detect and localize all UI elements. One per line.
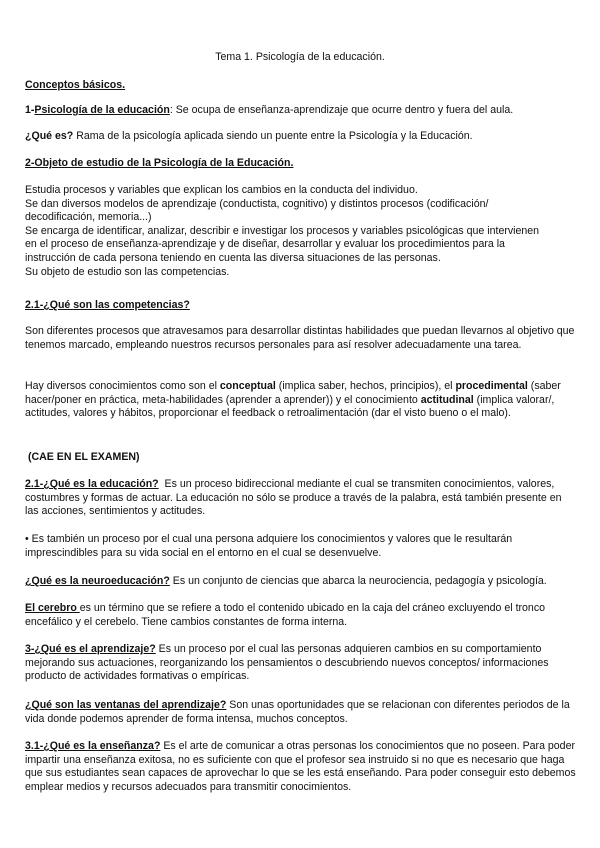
definition-text: Rama de la psicología aplicada siendo un puente entre la Psicología y la Educación.: [73, 130, 473, 142]
term-actitudinal: actitudinal: [420, 393, 474, 406]
term-conceptual: conceptual: [219, 380, 276, 392]
paragraph-cerebro: [25, 602, 577, 629]
paragraph-conocimientos: [25, 380, 577, 421]
definition-text: Es un proceso bidireccional mediante el cual se transmiten conocimientos, valores, costumbres y formas de actuar. La educación no sólo se produce a través de la palabra, está también presente en las acciones, sentimientos y actitudes.: [25, 478, 565, 518]
definition-text: es un término que se refiere a todo el contenido ubicado en la caja del cráneo excluyendo el tronco encefálico y el cerebelo. Tiene cambios constantes de forma interna.: [25, 602, 546, 628]
paragraph-ventanas-aprendizaje: [25, 699, 577, 726]
section-number: 1-: [25, 104, 35, 116]
paragraph-ensenanza: [25, 740, 577, 794]
paragraph-neuroeducacion: [25, 575, 577, 589]
term-aprendizaje: 3-¿Qué es el aprendizaje?: [25, 643, 156, 655]
text-line: Se dan diversos modelos de aprendizaje (conductista, cognitivo) y distintos procesos (codificación/: [25, 197, 489, 210]
definition-text: Es un conjunto de ciencias que abarca la neurociencia, pedagogía y psicología.: [169, 575, 547, 587]
definition-text: Es el arte de comunicar a otras personas los conocimientos que no poseen. Para poder impartir una enseñanza exitosa, no es suficiente con que el profesor sea instruido si no que es necesario que haga que sus estudiantes sean capaces de aprovechar lo que se les está enseñando. Para poder conseguir esto debemos emplear medios y recursos adecuados para transmitir conocimientos.: [25, 740, 576, 793]
term-procedimental: procedimental: [455, 380, 528, 392]
term-psicologia-educacion: Psicología de la educación: [34, 104, 170, 116]
heading-objeto-estudio: 2-Objeto de estudio de la Psicología de la Educación.: [25, 157, 294, 169]
term-ensenanza: 3.1-¿Qué es la enseñanza?: [25, 740, 161, 752]
heading-conceptos-basicos: Conceptos básicos.: [25, 79, 126, 91]
paragraph-que-es: [25, 130, 577, 144]
exam-note: (CAE EN EL EXAMEN): [25, 451, 140, 463]
term-neuroeducacion: ¿Qué es la neuroeducación?: [25, 575, 170, 587]
definition-text: Son unas oportunidades que se relacionan con diferentes periodos de la vida donde podemos aprender de forma intensa, muchos conceptos.: [25, 699, 570, 725]
text-line: Estudia procesos y variables que explican los cambios en la conducta del individuo.: [25, 184, 418, 196]
text-line: en el proceso de enseñanza-aprendizaje y de diseñar, desarrollar y evaluar los procedimientos para la: [25, 238, 505, 251]
paragraph-competencias: Son diferentes procesos que atravesamos para desarrollar distintas habilidades que puedan llevarnos al objetivo que tenemos marcado, empleando nuestros recursos personales para así resolver adecuadamente una tarea.: [25, 325, 575, 351]
text-fragment: (implica valorar/, actitudes, valores y hábitos, proporcionar el feedback o retroalimentación (dar el visto bueno o el malo).: [25, 393, 555, 420]
text-line: instrucción de cada persona teniendo en cuenta las diversa situaciones de las personas.: [25, 251, 441, 264]
text-line: decodificación, memoria...): [25, 211, 152, 224]
term-cerebro: El cerebro: [25, 602, 80, 614]
definition-text: Es un proceso por el cual las personas adquieren cambios en su comportamiento mejorando sus actuaciones, reorganizando los pensamientos o descubriendo nuevos conceptos/ informaciones producto de actividades formativas o empíricas.: [25, 643, 549, 683]
document-title: Tema 1. Psicología de la educación.: [215, 51, 385, 63]
text-fragment: (implica saber, hechos, principios), el: [275, 380, 456, 392]
text-fragment: (saber hacer/poner en práctica, meta-habilidades (aprender a aprender)) y el conocimiento: [25, 380, 561, 406]
definition-text: : Se ocupa de enseñanza-aprendizaje que ocurre dentro y fuera del aula.: [169, 104, 514, 116]
bullet-educacion: • Es también un proceso por el cual una persona adquiere los conocimientos y valores que le resultarán imprescindibles para su vida social en el entorno en el cual se desenvuelve.: [25, 533, 513, 559]
heading-competencias: 2.1-¿Qué son las competencias?: [25, 299, 190, 311]
text-fragment: Hay diversos conocimientos como son el: [25, 380, 220, 392]
paragraph-objeto-estudio: [25, 184, 577, 279]
paragraph-psicologia-educacion: [25, 104, 577, 118]
paragraph-educacion: [25, 478, 577, 519]
term-que-es: ¿Qué es?: [25, 130, 74, 142]
text-line: Se encarga de identificar, analizar, describir e investigar los procesos y variables psicológicas que intervienen: [25, 224, 540, 237]
term-ventanas-aprendizaje: ¿Qué son las ventanas del aprendizaje?: [25, 699, 227, 711]
text-line: Su objeto de estudio son las competencias.: [25, 265, 230, 278]
paragraph-aprendizaje: [25, 643, 577, 684]
term-educacion: 2.1-¿Qué es la educación?: [25, 478, 159, 490]
